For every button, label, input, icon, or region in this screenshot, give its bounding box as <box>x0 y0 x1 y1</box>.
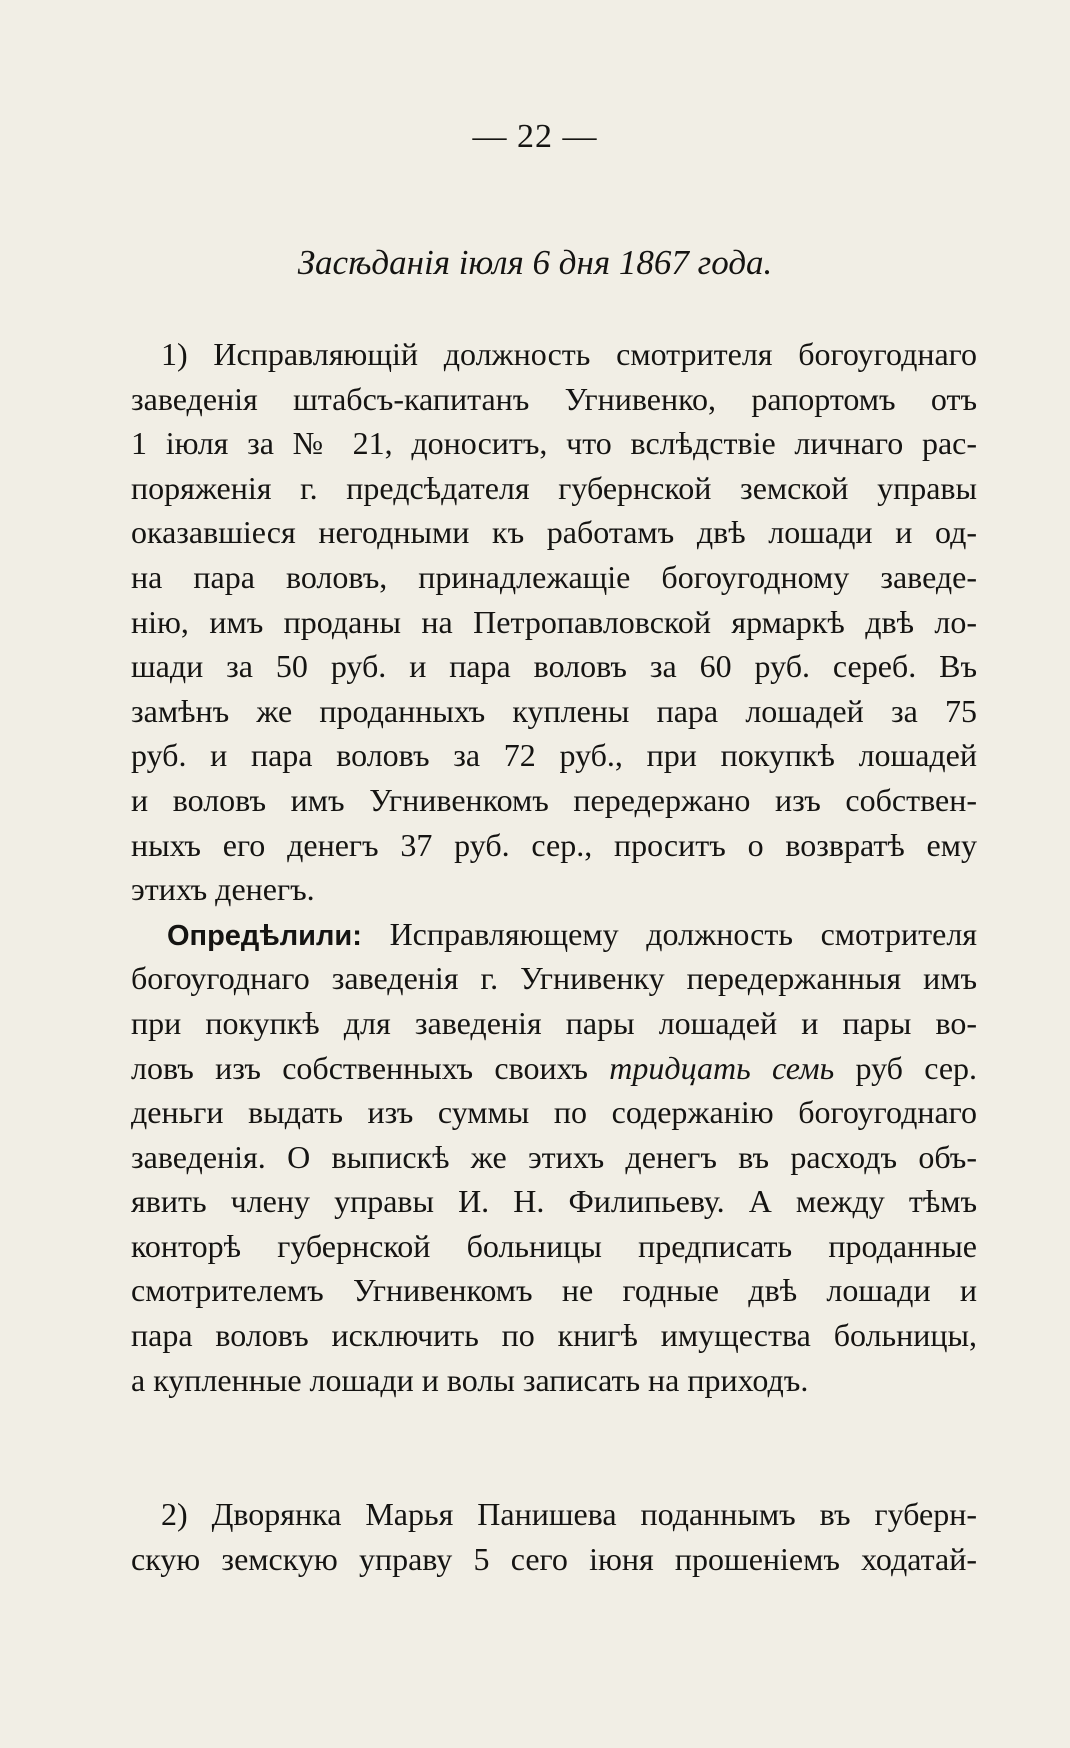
text-line: этихъ денегъ. <box>131 871 315 908</box>
text-line: а купленные лошади и волы записать на приходъ. <box>131 1361 809 1398</box>
decision-first-line <box>131 912 977 957</box>
italic-amount: тридцать семь <box>609 1049 835 1086</box>
text-line: при покупкѣ для заведенія пары лошадей и пары во- <box>131 1004 977 1041</box>
text-line: богоугоднаго заведенія г. Угнивенку передержанныя имъ <box>131 960 977 997</box>
report-paragraph <box>131 332 977 912</box>
text-line: замѣнъ же проданныхъ куплены пара лошадей за 75 <box>131 692 977 729</box>
text-line: 1 іюля за № 21, доноситъ, что вслѣдствіе личнаго рас- <box>131 425 977 462</box>
text-segment: ловъ изъ собственныхъ своихъ <box>131 1049 588 1086</box>
text-line: ныхъ его денегъ 37 руб. сер., проситъ о возвратѣ ему <box>131 826 977 863</box>
text-line: явить члену управы И. Н. Филипьеву. А между тѣмъ <box>131 1183 977 1220</box>
text-segment: руб сер. <box>855 1049 978 1086</box>
page-number: — 22 — <box>472 118 598 155</box>
item-1 <box>131 332 977 1402</box>
text-line: заведенія штабсъ-капитанъ Угнивенко, рапортомъ отъ <box>131 380 977 417</box>
text-line: скую земскую управу 5 сего іюня прошеніемъ ходатай- <box>131 1540 977 1577</box>
decision-paragraph <box>131 912 977 1403</box>
text-line-with-italic <box>131 1046 977 1091</box>
decision-text: Исправляющему должность смотрителя <box>389 915 978 952</box>
text-line: нію, имъ проданы на Петропавловской ярмаркѣ двѣ ло- <box>131 603 977 640</box>
text-line: смотрителемъ Угнивенкомъ не годные двѣ лошади и <box>131 1272 977 1309</box>
text-line: оказавшіеся негодными къ работамъ двѣ лошади и од- <box>131 514 977 551</box>
text-line: 1) Исправляющій должность смотрителя богоугоднаго <box>161 336 977 372</box>
text-line: и воловъ имъ Угнивенкомъ передержано изъ собствен- <box>131 781 977 818</box>
text-line: деньги выдать изъ суммы по содержанію богоугоднаго <box>131 1094 977 1131</box>
session-title: Засѣданія іюля 6 дня 1867 года. <box>297 243 773 282</box>
text-line: 2) Дворянка Марья Панишева поданнымъ въ губерн- <box>161 1496 977 1532</box>
text-line: руб. и пара воловъ за 72 руб., при покупкѣ лошадей <box>131 737 977 774</box>
text-line: поряженія г. предсѣдателя губернской земской управы <box>131 469 977 506</box>
decision-label: Опредѣлили: <box>167 919 362 952</box>
text-line: на пара воловъ, принадлежащіе богоугодному заведе- <box>131 558 977 595</box>
item-2 <box>131 1492 977 1581</box>
text-line: шади за 50 руб. и пара воловъ за 60 руб. сереб. Въ <box>131 648 977 685</box>
text-line: конторѣ губернской больницы предписать проданные <box>131 1227 977 1264</box>
text-line: пара воловъ исключить по книгѣ имущества больницы, <box>131 1317 977 1354</box>
text-line: заведенія. О выпискѣ же этихъ денегъ въ расходъ объ- <box>131 1138 977 1175</box>
